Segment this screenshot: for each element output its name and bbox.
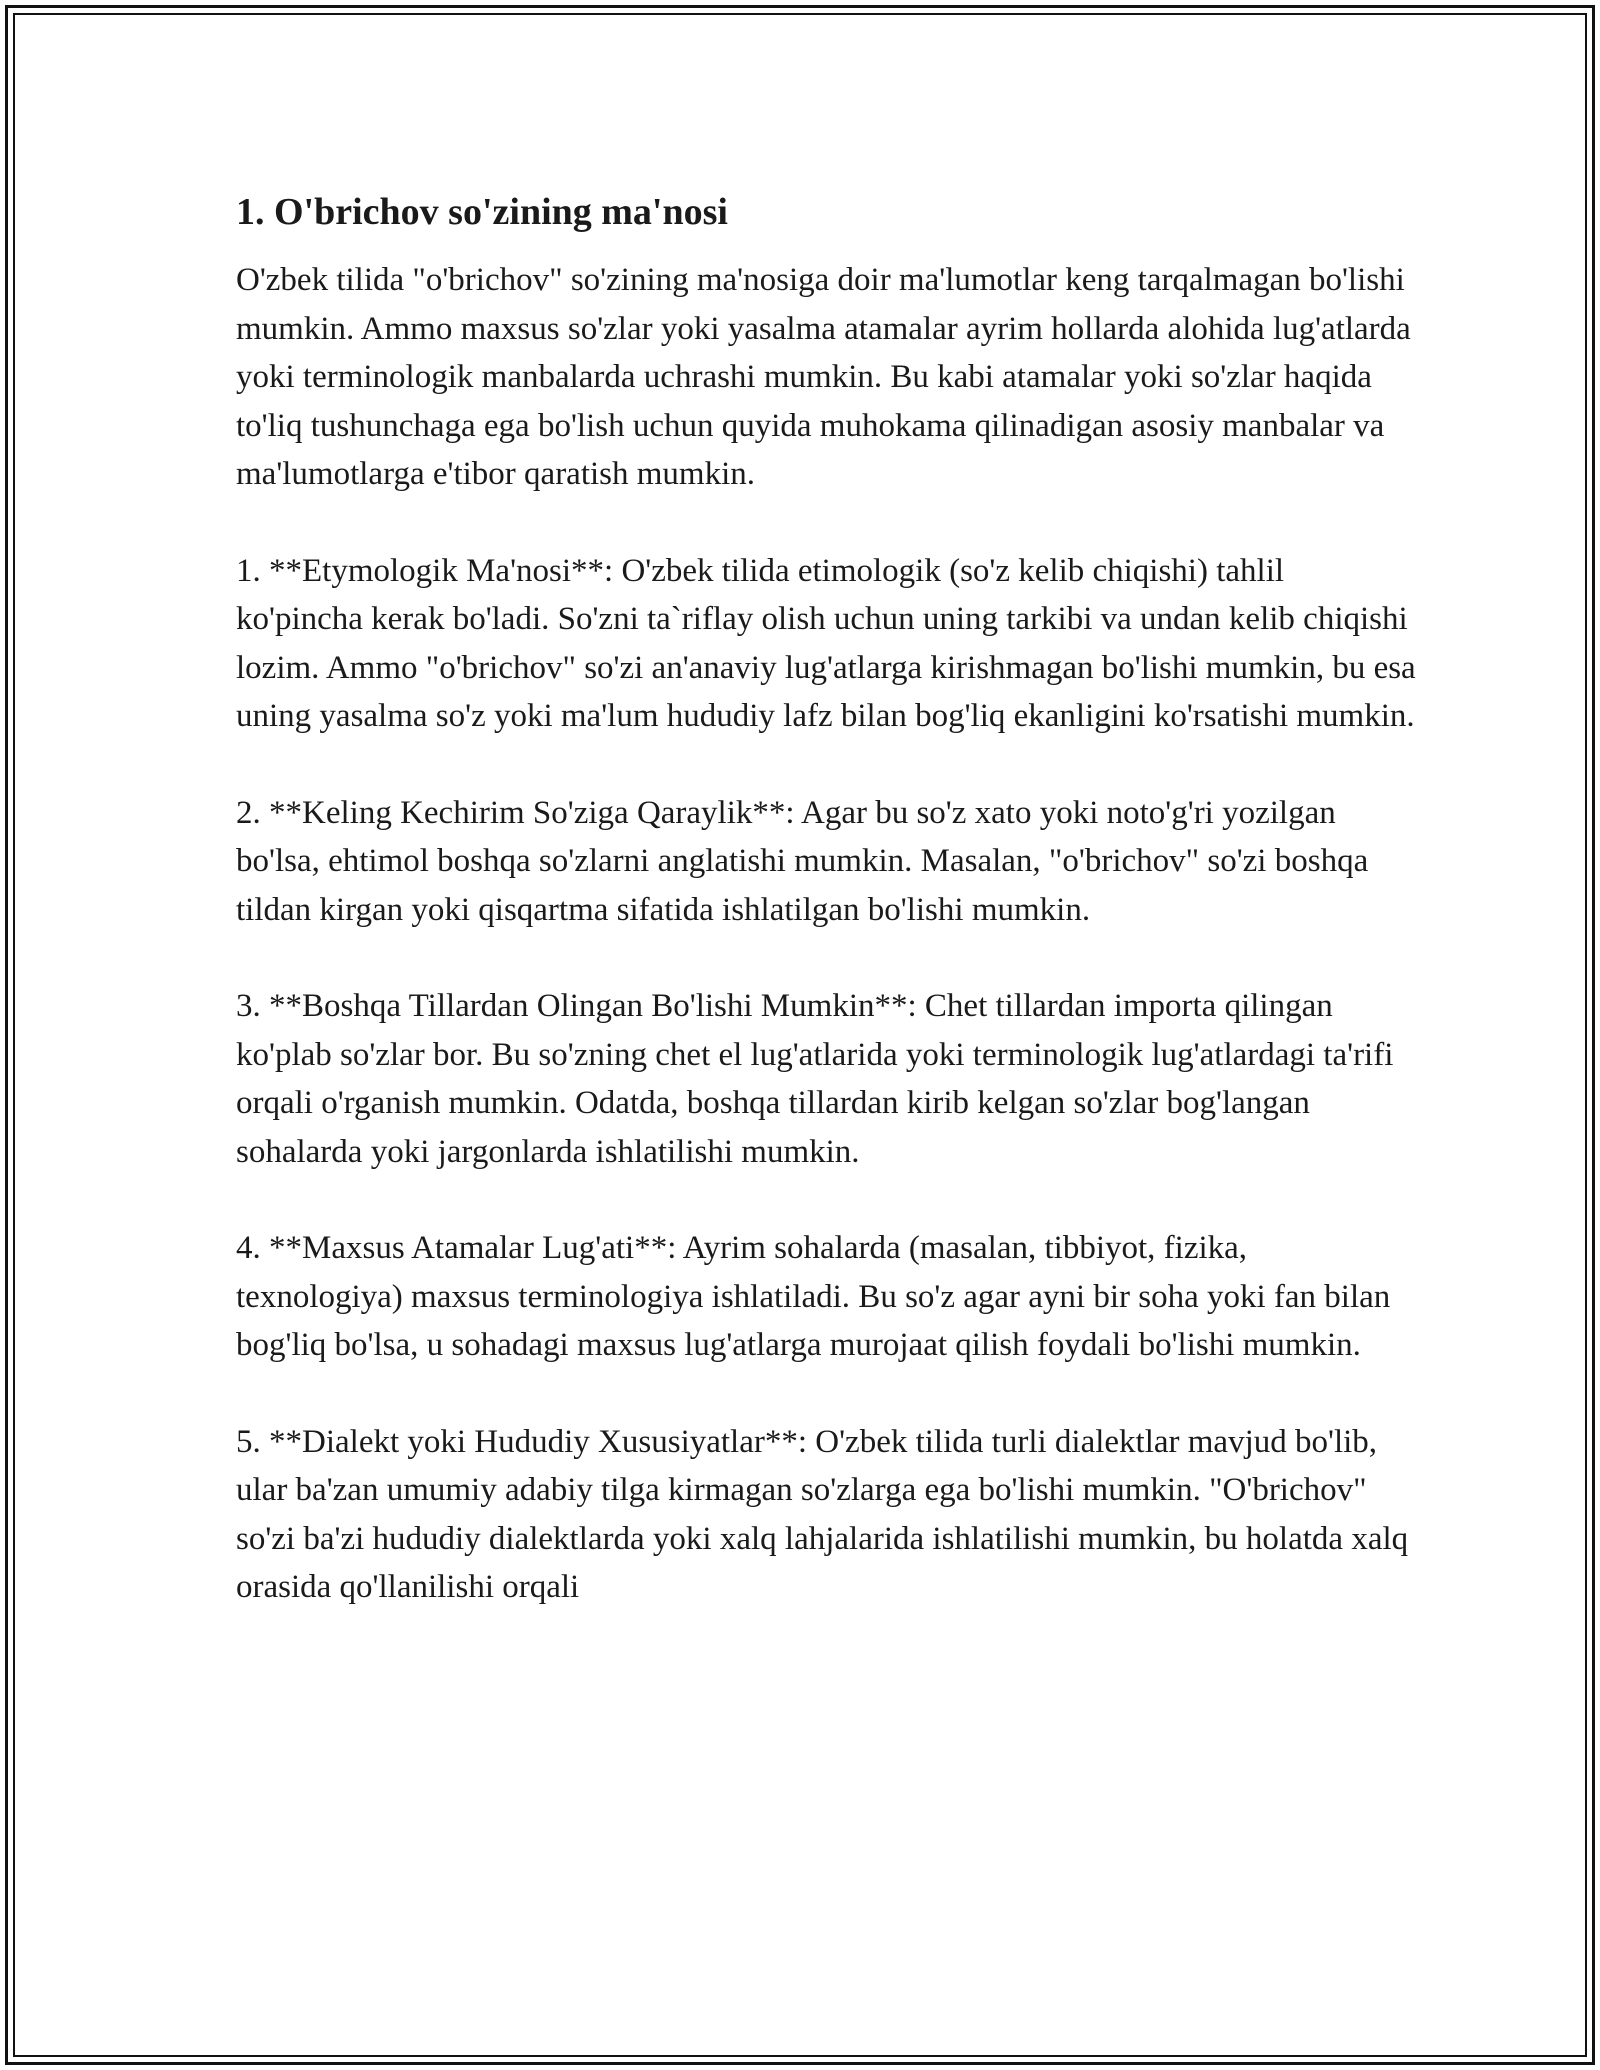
document-heading: 1. O'brichov so'zining ma'nosi	[236, 191, 728, 233]
paragraph-etymology: 1. **Etymologik Ma'nosi**: O'zbek tilida etimologik (so'z kelib chiqishi) tahlil ko'pincha kerak bo'ladi. So'zni ta`riflay olish uchun uning tarkibi va undan kelib chiqishi lozim. Ammo "o'brichov" so'zi an'anaviy lug'atlarga kirishmagan bo'lishi mumkin, bu esa uning yasalma so'z yoki ma'lum hududiy lafz bilan bog'liq ekanligini ko'rsatishi mumkin.	[236, 552, 1416, 734]
paragraph-special-terms: 4. **Maxsus Atamalar Lug'ati**: Ayrim sohalarda (masalan, tibbiyot, fizika, texnologiya) maxsus terminologiya ishlatiladi. Bu so'z agar ayni bir soha yoki fan bilan bog'liq bo'lsa, u sohadagi maxsus lug'atlarga murojaat qilish foydali bo'lishi mumkin.	[236, 1230, 1391, 1363]
paragraph-foreign-origin: 3. **Boshqa Tillardan Olingan Bo'lishi Mumkin**: Chet tillardan importa qilingan ko'plab so'zlar bor. Bu so'zning chet el lug'atlarida yoki terminologik lug'atlardagi ta'rifi orqali o'rganish mumkin. Odatda, boshqa tillardan kirib kelgan so'zlar bog'langan sohalarda yoki jargonlarda ishlatilishi mumkin.	[236, 988, 1394, 1170]
paragraph-alternative-word: 2. **Keling Kechirim So'ziga Qaraylik**: Agar bu so'z xato yoki noto'g'ri yozilgan bo'lsa, ehtimol boshqa so'zlarni anglatishi mumkin. Masalan, "o'brichov" so'zi boshqa tildan kirgan yoki qisqartma sifatida ishlatilgan bo'lishi mumkin.	[236, 794, 1369, 928]
paragraph-dialects: 5. **Dialekt yoki Hududiy Xususiyatlar**: O'zbek tilida turli dialektlar mavjud bo'lib, ular ba'zan umumiy adabiy tilga kirmagan so'zlarga ega bo'lishi mumkin. "O'brichov" so'zi ba'zi hududiy dialektlarda yoki xalq lahjalarida ishlatilishi mumkin, bu holatda xalq orasida qo'llanilishi orqali	[236, 1423, 1409, 1605]
intro-paragraph: O'zbek tilida "o'brichov" so'zining ma'nosiga doir ma'lumotlar keng tarqalmagan bo'lishi mumkin. Ammo maxsus so'zlar yoki yasalma atamalar ayrim hollarda alohida lug'atlarda yoki terminologik manbalarda uchrashi mumkin. Bu kabi atamalar yoki so'zlar haqida to'liq tushunchaga ega bo'lish uchun quyida muhokama qilinadigan asosiy manbalar va ma'lumotlarga e'tibor qaratish mumkin.	[236, 262, 1411, 492]
document-body	[236, 186, 1416, 1660]
